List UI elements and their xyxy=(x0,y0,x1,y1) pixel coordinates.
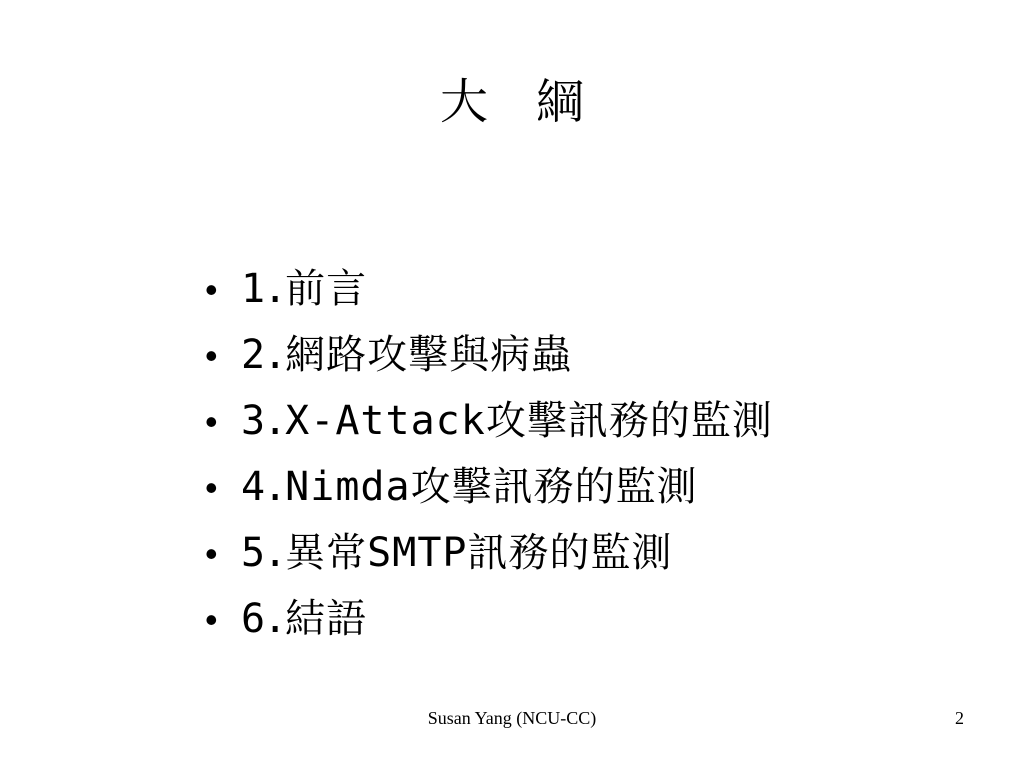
bullet-icon: • xyxy=(205,533,218,574)
item-number: 4. xyxy=(241,464,286,510)
outline-item-4 xyxy=(205,454,773,520)
bullet-icon: • xyxy=(205,269,218,310)
footer-author: Susan Yang (NCU-CC) xyxy=(427,708,597,728)
item-text: 異常SMTP訊務的監測 xyxy=(285,530,673,576)
bullet-icon: • xyxy=(205,467,218,508)
outline-item-5 xyxy=(205,520,773,586)
outline-item-2 xyxy=(205,322,773,388)
item-number: 1. xyxy=(241,266,286,312)
bullet-icon: • xyxy=(205,599,218,640)
item-number: 6. xyxy=(241,596,286,642)
item-text: 結語 xyxy=(285,596,368,642)
item-text: 網路攻擊與病蟲 xyxy=(285,332,573,378)
item-number: 5. xyxy=(241,530,286,576)
item-text: X-Attack攻擊訊務的監測 xyxy=(285,398,773,444)
item-number: 3. xyxy=(241,398,286,444)
bullet-icon: • xyxy=(205,401,218,442)
page-number: 2 xyxy=(955,708,964,728)
outline-list xyxy=(205,256,773,652)
item-text: Nimda攻擊訊務的監測 xyxy=(285,464,698,510)
outline-item-1 xyxy=(205,256,773,322)
outline-item-3 xyxy=(205,388,773,454)
slide-title: 大 綱 xyxy=(439,74,584,130)
item-number: 2. xyxy=(241,332,286,378)
outline-item-6 xyxy=(205,586,773,652)
bullet-icon: • xyxy=(205,335,218,376)
item-text: 前言 xyxy=(285,266,368,312)
